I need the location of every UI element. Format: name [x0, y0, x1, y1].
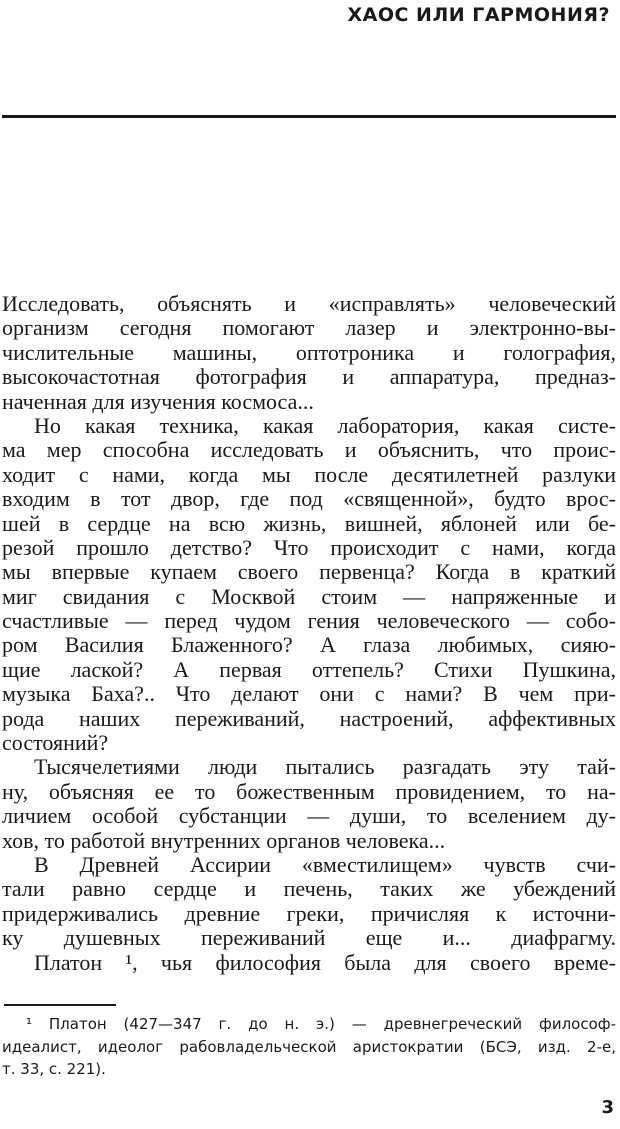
body-line: числительные машины, оптотроника и голография, [2, 340, 616, 365]
body-line: шей в сердце на всю жизнь, вишней, яблоней или бе- [2, 511, 616, 536]
body-line: музыка Баха?.. Что делают они с нами? В чем при- [2, 682, 616, 707]
body-line: счастливые — перед чудом гения человеческого — собо- [2, 609, 616, 634]
footnote-line: идеалист, идеолог рабовладельческой аристократии (БСЭ, изд. 2-е, [2, 1037, 616, 1056]
body-line: Исследовать, объяснять и «исправлять» человеческий [2, 292, 616, 316]
body-line: ку душевных переживаний еще и... диафрагму. [2, 926, 616, 951]
body-line: ходит с нами, когда мы после десятилетней разлуки [2, 462, 616, 487]
body-line: личием особой субстанции — души, то вселением ду- [2, 804, 616, 829]
body-line: наченная для изучения космоса... [2, 389, 314, 414]
body-line: В Древней Ассирии «вместилищем» чувств счи- [34, 852, 616, 877]
footnote [2, 1013, 616, 1081]
body-line: организм сегодня помогают лазер и электронно-вы- [2, 316, 616, 341]
body-line: Тысячелетиями люди пытались разгадать эту тай- [34, 755, 616, 780]
running-head: ХАОС ИЛИ ГАРМОНИЯ? [347, 4, 610, 26]
body-line: Платон ¹, чья философия была для своего време- [34, 950, 616, 975]
footnote-line: т. 33, с. 221). [2, 1060, 106, 1078]
body-line: входим в тот двор, где под «священной», будто врос- [2, 487, 616, 512]
body-line: состояний? [2, 731, 109, 756]
footnote-rule [4, 1004, 116, 1006]
body-line: высокочастотная фотография и аппаратура, предназ- [2, 365, 616, 390]
header-rule [2, 115, 616, 118]
body-line: резой прошло детство? Что происходит с нами, когда [2, 535, 616, 560]
body-line: рода наших переживаний, настроений, аффективных [2, 706, 616, 731]
body-line: Но какая техника, какая лаборатория, какая систе- [34, 413, 616, 438]
body-line: тали равно сердце и печень, таких же убеждений [2, 877, 616, 902]
body-line: хов, то работой внутренних органов человека... [2, 828, 446, 853]
body-line: придерживались древние греки, причисляя к источни- [2, 901, 616, 926]
body-line: ну, объясняя ее то божественным провидением, то на- [2, 779, 616, 804]
footnote-line: ¹ Платон (427—347 г. до н. э.) — древнегреческий философ- [26, 1015, 616, 1033]
body-line: ром Василия Блаженного? А глаза любимых, сияю- [2, 633, 616, 658]
body-line: щие лаской? А первая оттепель? Стихи Пушкина, [2, 657, 616, 682]
body-line: ма мер способна исследовать и объяснить, что проис- [2, 438, 616, 463]
body-line: мы впервые купаем своего первенца? Когда в краткий [2, 560, 616, 585]
body-text [2, 292, 616, 975]
body-line: миг свидания с Москвой стоим — напряженные и [2, 584, 616, 609]
page-number: 3 [601, 1097, 614, 1118]
